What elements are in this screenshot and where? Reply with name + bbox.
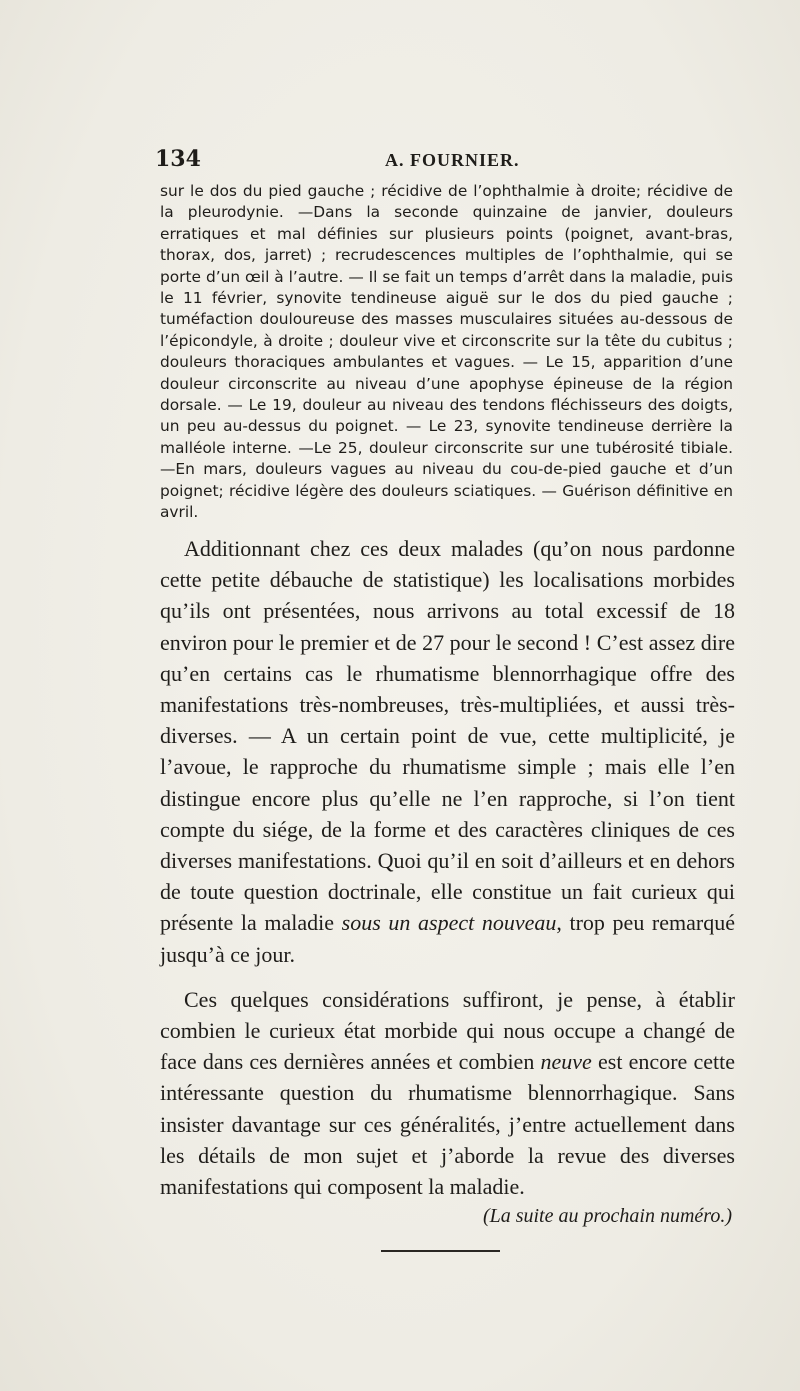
page-number: 134: [155, 146, 201, 172]
body-paragraph-2-text-b: est encore cette intéressante question du rhumatisme blennorrhagique. Sans insister davantage sur ces généralités, j’entre actuellement dans les détails de mon sujet et j’aborde la revue des diverses manifestations qui composent la maladie.: [160, 1049, 735, 1200]
continuation-note: (La suite au prochain numéro.): [482, 1205, 732, 1227]
body-paragraph-1-text-b: , trop peu remarqué jusqu’à ce jour.: [160, 910, 735, 967]
body-paragraph-2-italic: neuve: [540, 1049, 592, 1075]
running-head: A. FOURNIER.: [385, 150, 520, 170]
page-header: [155, 146, 735, 174]
body-paragraph-2: [160, 984, 735, 1202]
body-paragraph-1-italic: sous un aspect nouveau: [341, 910, 557, 936]
closing-rule: [381, 1250, 500, 1252]
body-paragraph-2-text-a: Ces quelques considérations suffiront, je pense, à établir combien le curieux état morbide qui nous occupe a changé de face dans ces dernières années et combien: [160, 986, 735, 1075]
body-text: [160, 533, 735, 1202]
case-notes-text: sur le dos du pied gauche ; récidive de l’ophthalmie à droite; récidive de la pleurodynie. —Dans la seconde quinzaine de janvier, douleurs erratiques et mal définies sur plusieurs points (poignet, avant-bras, thorax, dos, jarret) ; recrudescences multiples de l’ophthalmie, qui se porte d’un œil à l’autre. — Il se fait un temps d’arrêt dans la maladie, puis le 11 février, synovite tendineuse aiguë sur le dos du pied gauche ; tuméfaction douloureuse des masses musculaires situées au-dessous de l’épicondyle, à droite ; douleur vive et circonscrite sur la tête du cubitus ; douleurs thoraciques ambulantes et vagues. — Le 15, apparition d’une douleur circonscrite au niveau d’une apophyse épineuse de la région dorsale. — Le 19, douleur au niveau des tendons fléchisseurs des doigts, un peu au-dessus du poignet. — Le 23, synovite tendineuse derrière la malléole interne. —Le 25, douleur circonscrite sur une tubérosité tibiale. —En mars, douleurs vagues au niveau du cou-de-pied gauche et d’un poignet; récidive légère des douleurs sciatiques. — Guérison définitive en avril.: [160, 182, 733, 522]
case-notes-paragraph: [160, 181, 733, 524]
body-paragraph-1-text-a: Additionnant chez ces deux malades (qu’on nous pardonne cette petite débauche de statistique) les localisations morbides qu’ils ont présentées, nous arrivons au total excessif de 18 environ pour le premier et de 27 pour le second ! C’est assez dire qu’en certains cas le rhumatisme blennorrhagique offre des manifestations très-nombreuses, très-multipliées, et aussi très-diverses. — A un certain point de vue, cette multiplicité, je l’avoue, le rapproche du rhumatisme simple ; mais elle l’en distingue encore plus qu’elle ne l’en rapproche, si l’on tient compte du siége, de la forme et des caractères cliniques de ces diverses manifestations. Quoi qu’il en soit d’ailleurs et en dehors de toute question doctrinale, elle constitue un fait curieux qui présente la maladie: [160, 536, 735, 936]
body-paragraph-1: [160, 533, 735, 970]
